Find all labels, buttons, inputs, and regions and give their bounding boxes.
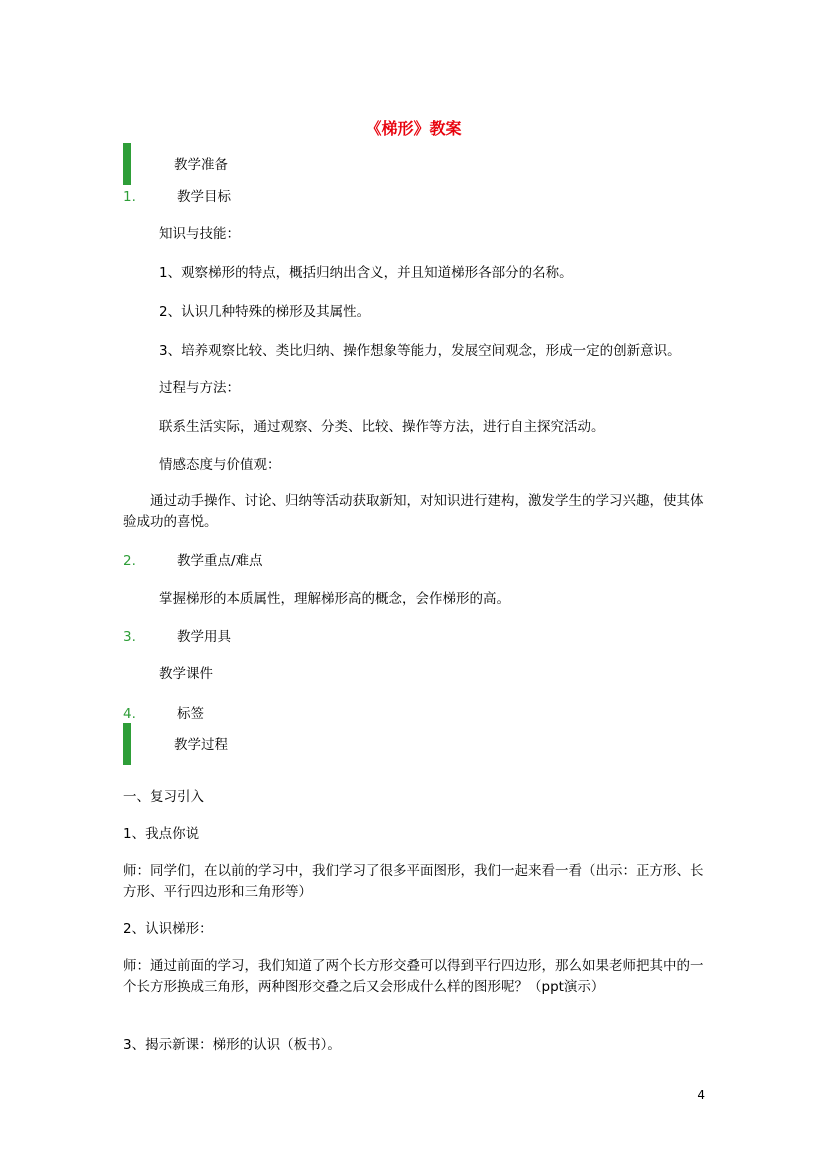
page-number: 4: [697, 1088, 705, 1102]
knowledge-heading: 知识与技能：: [159, 226, 240, 242]
section-marker-bar: [123, 143, 131, 185]
item-number: 1.: [123, 189, 136, 205]
knowledge-point-2: 2、认识几种特殊的梯形及其属性。: [159, 304, 371, 320]
step2-text: 师：通过前面的学习，我们知道了两个长方形交叠可以得到平行四边形，那么如果老师把其中的一个长方形换成三角形，两种图形交叠之后又会形成什么样的图形呢？（ppt演示）: [123, 958, 704, 995]
item-label-tags: 标签: [177, 706, 204, 722]
review-heading: 一、复习引入: [123, 789, 204, 805]
tools-text: 教学课件: [159, 666, 213, 682]
step1-text: 师：同学们，在以前的学习中，我们学习了很多平面图形，我们一起来看一看（出示：正方形、长方形、平行四边形和三角形等）: [123, 863, 704, 900]
item-label-tools: 教学用具: [177, 629, 231, 645]
knowledge-point-3: 3、培养观察比较、类比归纳、操作想象等能力，发展空间观念，形成一定的创新意识。: [159, 343, 681, 359]
step2-title: 2、认识梯形：: [123, 921, 213, 937]
item-number: 2.: [123, 553, 136, 569]
keypoint-text: 掌握梯形的本质属性，理解梯形高的概念，会作梯形的高。: [159, 591, 510, 607]
process-text: 联系生活实际，通过观察、分类、比较、操作等方法，进行自主探究活动。: [159, 419, 605, 435]
emotion-text: 通过动手操作、讨论、归纳等活动获取新知，对知识进行建构，激发学生的学习兴趣，使其体验成功的喜悦。: [123, 493, 704, 530]
step3-title: 3、揭示新课：梯形的认识（板书）。: [123, 1037, 341, 1053]
item-number: 3.: [123, 629, 136, 645]
section-marker-bar: [123, 723, 131, 765]
emotion-heading: 情感态度与价值观：: [159, 457, 281, 473]
item-label-goals: 教学目标: [177, 189, 231, 205]
section-heading-prep: 教学准备: [174, 157, 228, 173]
section-heading-process: 教学过程: [174, 737, 228, 753]
knowledge-point-1: 1、观察梯形的特点，概括归纳出含义，并且知道梯形各部分的名称。: [159, 265, 573, 281]
item-label-keypoints: 教学重点/难点: [177, 553, 263, 569]
document-title: 《梯形》教案: [365, 119, 462, 138]
step1-title: 1、我点你说: [123, 826, 200, 842]
item-number: 4.: [123, 706, 136, 722]
process-heading: 过程与方法：: [159, 380, 240, 396]
